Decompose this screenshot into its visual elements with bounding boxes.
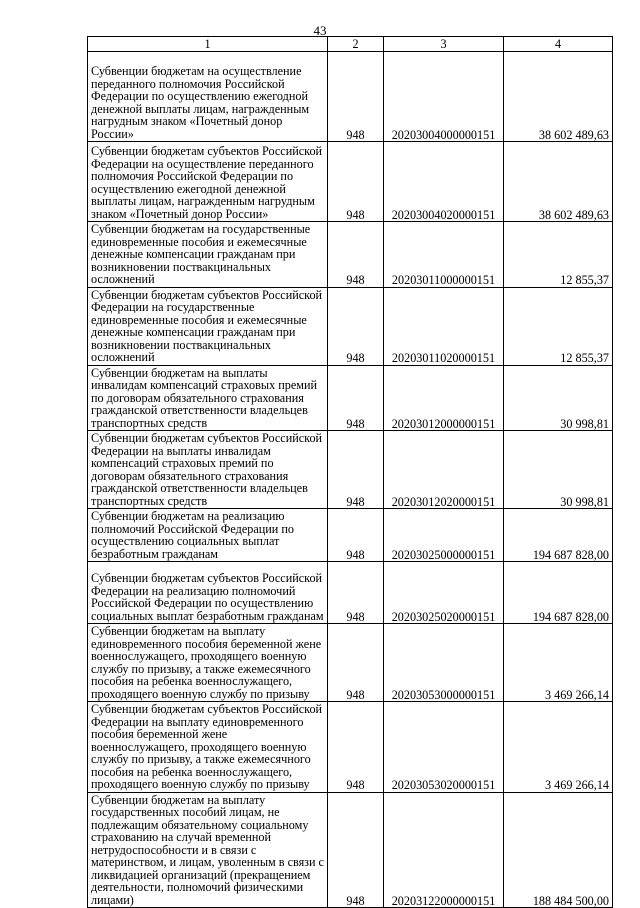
row-description: Субвенции бюджетам на выплаты инвалидам компенсаций страховых премий по договорам обязательного страхования гражданской ответственности владельцев транспортных средств <box>88 365 328 431</box>
row-amount: 3 469 266,14 <box>504 624 613 702</box>
row-budget-code: 20203025000000151 <box>384 509 504 562</box>
row-amount: 38 602 489,63 <box>504 142 613 222</box>
row-budget-code: 20203012000000151 <box>384 365 504 431</box>
row-budget-code: 20203012020000151 <box>384 431 504 509</box>
row-budget-code: 20203004000000151 <box>384 52 504 142</box>
row-admin-code: 948 <box>328 624 384 702</box>
row-admin-code: 948 <box>328 365 384 431</box>
row-budget-code: 20203122000000151 <box>384 792 504 908</box>
row-description: Субвенции бюджетам на выплату единовременного пособия беременной жене военнослужащего, проходящего военную службу по призыву, а также ежемесячного пособия на ребенка военнослужащего, проходящего военную службу по призыву <box>88 624 328 702</box>
row-amount: 194 687 828,00 <box>504 562 613 624</box>
row-admin-code: 948 <box>328 222 384 288</box>
row-budget-code: 20203004020000151 <box>384 142 504 222</box>
row-amount: 38 602 489,63 <box>504 52 613 142</box>
table-row <box>88 52 613 142</box>
row-description: Субвенции бюджетам субъектов Российской Федерации на выплату единовременного пособия беременной жене военнослужащего, проходящего военную службу по призыву, а также ежемесячного пособия на ребенка военнослужащего, проходящего военную службу по призыву <box>88 702 328 793</box>
row-description: Субвенции бюджетам субъектов Российской Федерации на государственные единовременные пособия и ежемесячные денежные компенсации гражданам при возникновении поствакцинальных осложнений <box>88 287 328 365</box>
table-row <box>88 792 613 908</box>
table-row <box>88 702 613 793</box>
row-description: Субвенции бюджетам субъектов Российской Федерации на реализацию полномочий Российской Федерации по осуществлению социальных выплат безработным гражданам <box>88 562 328 624</box>
row-amount: 30 998,81 <box>504 365 613 431</box>
row-amount: 3 469 266,14 <box>504 702 613 793</box>
row-description: Субвенции бюджетам на выплату государственных пособий лицам, не подлежащим обязательному социальному страхованию на случай временной нетрудоспособности и в связи с материнством, и лицам, уволенным в связи с ликвидацией организаций (прекращением деятельности, полномочий физическими лицами) <box>88 792 328 908</box>
row-budget-code: 20203053000000151 <box>384 624 504 702</box>
row-description: Субвенции бюджетам субъектов Российской Федерации на осуществление переданного полномочия Российской Федерации по осуществлению ежегодной денежной выплаты лицам, награжденным нагрудным знаком «Почетный донор России» <box>88 142 328 222</box>
row-description: Субвенции бюджетам на осуществление переданного полномочия Российской Федерации по осуществлению ежегодной денежной выплаты лицам, награжденным нагрудным знаком «Почетный донор России» <box>88 52 328 142</box>
column-header-1: 1 <box>88 37 328 52</box>
page-number: 43 <box>313 23 327 38</box>
row-budget-code: 20203011020000151 <box>384 287 504 365</box>
row-amount: 12 855,37 <box>504 222 613 288</box>
row-admin-code: 948 <box>328 142 384 222</box>
row-description: Субвенции бюджетам на реализацию полномочий Российской Федерации по осуществлению социальных выплат безработным гражданам <box>88 509 328 562</box>
table-row <box>88 222 613 288</box>
row-admin-code: 948 <box>328 431 384 509</box>
table-row <box>88 431 613 509</box>
column-header-2: 2 <box>328 37 384 52</box>
table-row <box>88 624 613 702</box>
row-amount: 194 687 828,00 <box>504 509 613 562</box>
column-header-3: 3 <box>384 37 504 52</box>
row-admin-code: 948 <box>328 52 384 142</box>
row-admin-code: 948 <box>328 509 384 562</box>
row-description: Субвенции бюджетам на государственные единовременные пособия и ежемесячные денежные компенсации гражданам при возникновении поствакцинальных осложнений <box>88 222 328 288</box>
table-row <box>88 562 613 624</box>
table-row <box>88 365 613 431</box>
row-admin-code: 948 <box>328 702 384 793</box>
table-row <box>88 509 613 562</box>
row-admin-code: 948 <box>328 792 384 908</box>
row-admin-code: 948 <box>328 287 384 365</box>
row-description: Субвенции бюджетам субъектов Российской Федерации на выплаты инвалидам компенсаций страховых премий по договорам обязательного страхования гражданской ответственности владельцев транспортных средств <box>88 431 328 509</box>
column-header-4: 4 <box>504 37 613 52</box>
row-budget-code: 20203053020000151 <box>384 702 504 793</box>
row-amount: 30 998,81 <box>504 431 613 509</box>
row-amount: 188 484 500,00 <box>504 792 613 908</box>
row-amount: 12 855,37 <box>504 287 613 365</box>
row-admin-code: 948 <box>328 562 384 624</box>
header-row <box>88 37 613 52</box>
table-row <box>88 287 613 365</box>
row-budget-code: 20203011000000151 <box>384 222 504 288</box>
row-budget-code: 20203025020000151 <box>384 562 504 624</box>
table-row <box>88 142 613 222</box>
budget-table <box>87 36 613 908</box>
